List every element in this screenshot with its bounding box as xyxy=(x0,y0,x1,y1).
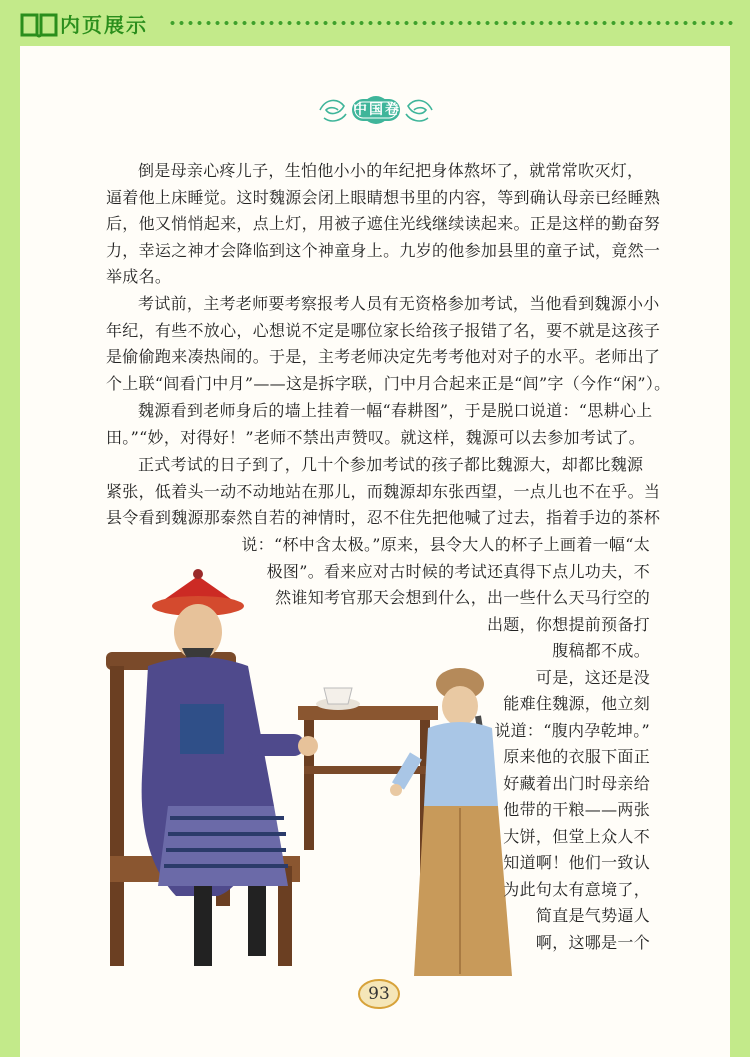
open-book-icon xyxy=(20,12,58,38)
wrapped-paragraph xyxy=(200,532,650,956)
paragraph-2 xyxy=(106,291,671,397)
text-line: 极图”。看来应对古时候的考试还真得下点儿功夫，不 xyxy=(266,561,650,581)
text-line: 知道啊！他们一致认 xyxy=(503,853,650,872)
text-line: 简直是气势逼人 xyxy=(535,906,650,925)
text-line: 力，幸运之神才会降临到这个神童身上。九岁的他参加县里的童子试，竟然一 xyxy=(106,240,661,260)
text-line: 年纪，有些不放心，心想说不定是哪位家长给孩子报错了名，要不就是这孩子 xyxy=(106,320,661,340)
text-line: 县令看到魏源那泰然自若的神情时，忍不住先把他喊了过去，指着手边的茶杯 xyxy=(106,508,661,527)
text-line: 说：“杯中含太极。”原来，县令大人的杯子上画着一幅“太 xyxy=(241,535,650,554)
text-line: 原来他的衣服下面正 xyxy=(503,747,650,766)
text-line: 正式考试的日子到了，几十个参加考试的孩子都比魏源大，却都比魏源 xyxy=(138,455,644,474)
text-line: 田。”“妙，对得好！”老师不禁出声赞叹。就这样，魏源可以去参加考试了。 xyxy=(106,427,646,447)
text-line: 大饼，但堂上众人不 xyxy=(503,826,650,846)
header-title: 内页展示 xyxy=(60,13,148,37)
text-line: 个上联“闾看门中月”——这是拆字联，门中月合起来正是“闾”字（今作“闲”）。 xyxy=(106,373,671,393)
text-line: 说道：“腹内孕乾坤。” xyxy=(494,720,650,740)
text-line: 倒是母亲心疼儿子，生怕他小小的年纪把身体熬坏了，就常常吹灭灯， xyxy=(138,161,644,180)
text-line: 他带的干粮——两张 xyxy=(503,800,650,819)
text-line: 是偷偷跑来凑热闹的。于是，主考老师决定先考考他对对子的水平。老师出了 xyxy=(106,347,661,366)
text-line: 魏源看到老师身后的墙上挂着一幅“春耕图”，于是脱口说道：“思耕心上 xyxy=(138,401,653,420)
header-dotted-rule xyxy=(168,20,734,26)
text-line: 然谁知考官那天会想到什么，出一些什么天马行空的 xyxy=(275,588,650,607)
header-band xyxy=(0,0,750,46)
text-line: 逼着他上床睡觉。这时魏源会闭上眼睛想书里的内容，等到确认母亲已经睡熟 xyxy=(106,187,661,207)
text-line: 后，他又悄悄起来，点上灯，用被子遮住光线继续读起来。正是这样的勤奋努 xyxy=(106,214,661,233)
text-line: 举成名。 xyxy=(106,267,172,286)
paragraph-3 xyxy=(106,398,653,451)
text-line: 可是，这还是没 xyxy=(535,667,650,687)
page-sheet xyxy=(20,46,730,1057)
text-line: 腹稿都不成。 xyxy=(552,641,650,660)
paragraph-4 xyxy=(106,452,661,532)
page-number: 93 xyxy=(368,984,390,1004)
text-line: 能难住魏源，他立刻 xyxy=(503,694,650,713)
text-line: 为此句太有意境了， xyxy=(503,879,650,899)
volume-badge-label: 中国卷 xyxy=(353,102,401,118)
paragraph-1 xyxy=(106,158,661,291)
text-line: 啊，这哪是一个 xyxy=(535,932,650,952)
text-line: 出题，你想提前预备打 xyxy=(486,614,650,634)
text-line: 考试前，主考老师要考察报考人员有无资格参加考试，当他看到魏源小小 xyxy=(138,294,660,313)
text-line: 好藏着出门时母亲给 xyxy=(503,773,650,793)
text-line: 紧张，低着头一动不动地站在那儿，而魏源却东张西望，一点儿也不在乎。当 xyxy=(106,481,661,501)
